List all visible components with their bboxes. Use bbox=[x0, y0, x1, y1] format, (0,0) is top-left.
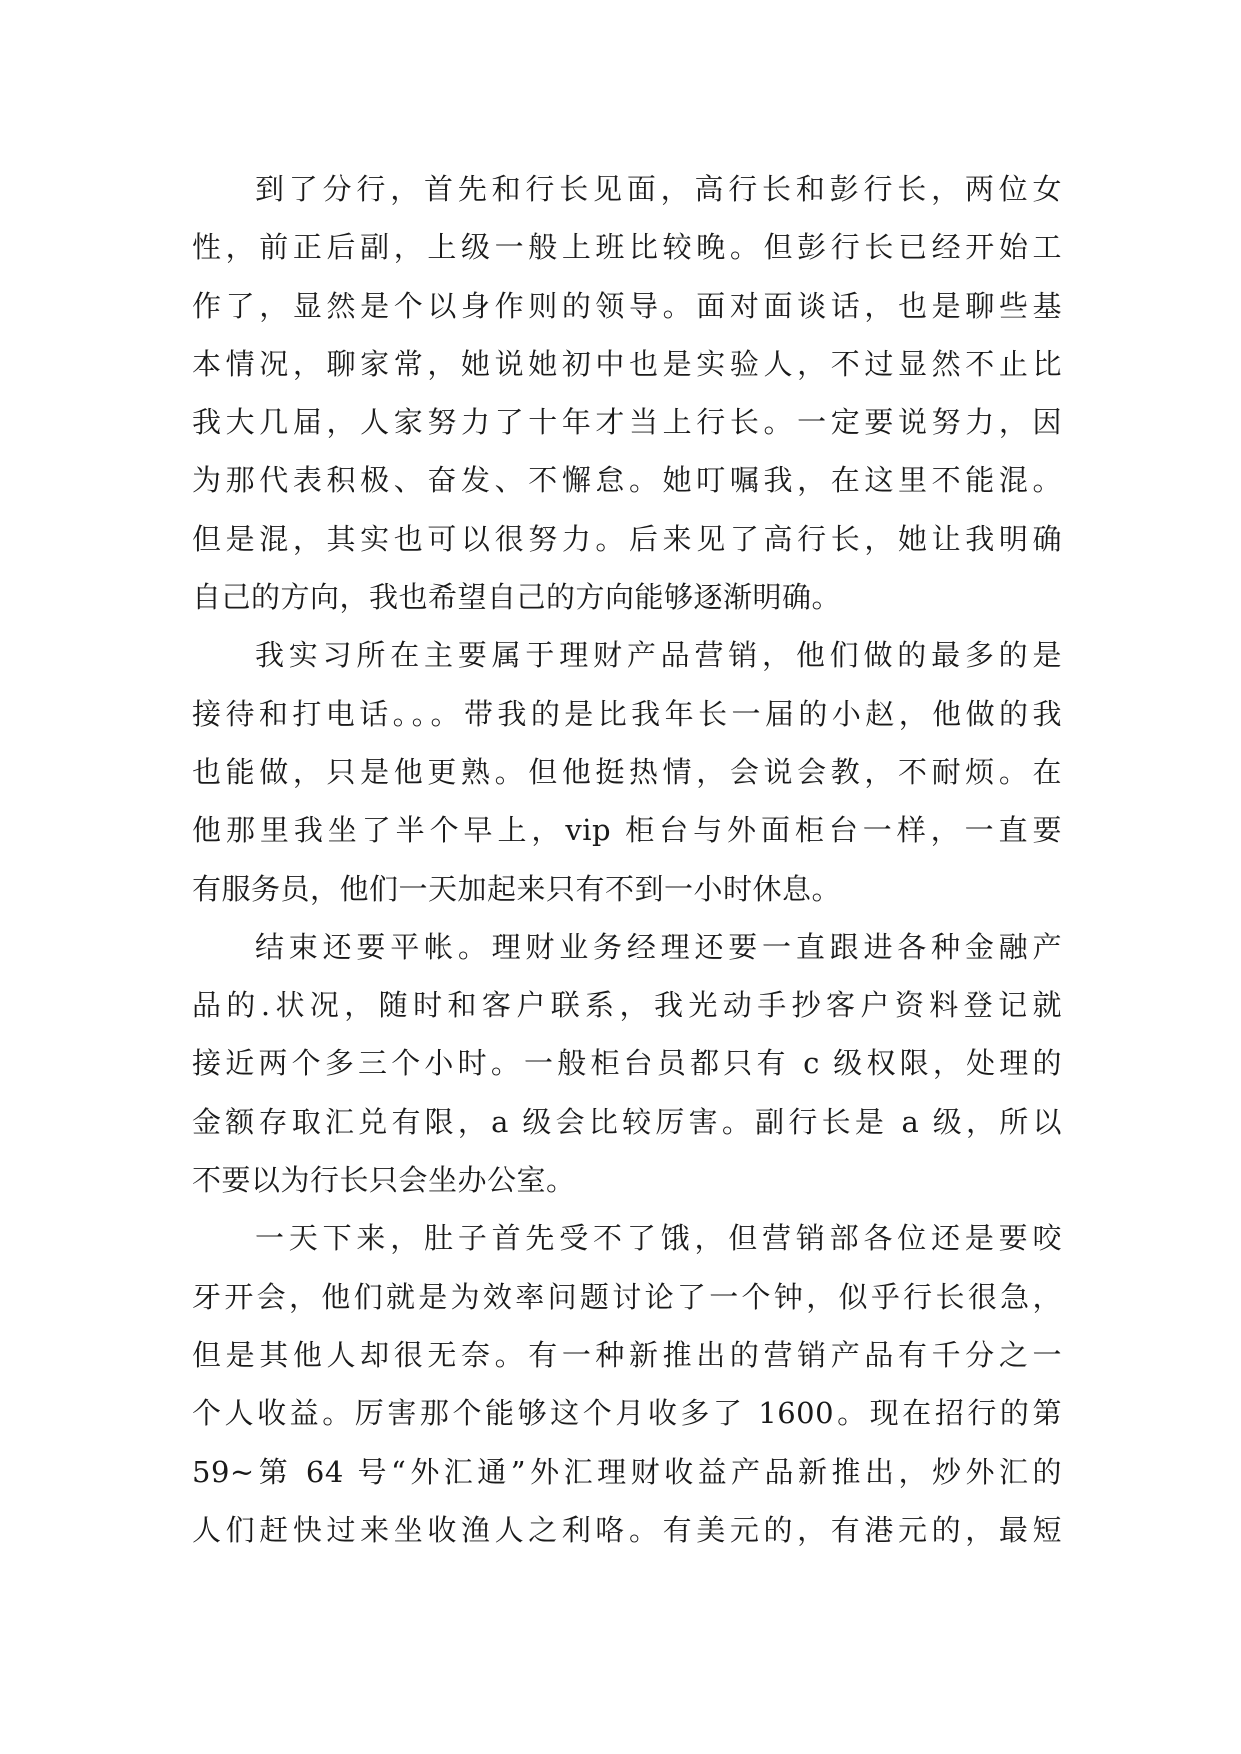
text-line: 他那里我坐了半个早上，vip 柜台与外面柜台一样，一直要 bbox=[192, 813, 1062, 848]
text-line: 接近两个多三个小时。一般柜台员都只有 c 级权限，处理的 bbox=[192, 1046, 1062, 1081]
text-line: 也能做，只是他更熟。但他挺热情，会说会教，不耐烦。在 bbox=[192, 754, 1062, 789]
text-line: 性，前正后副，上级一般上班比较晚。但彭行长已经开始工 bbox=[192, 230, 1062, 265]
text-line: 自己的方向，我也希望自己的方向能够逐渐明确。 bbox=[192, 580, 842, 615]
text-line: 我实习所在主要属于理财产品营销，他们做的最多的是 bbox=[255, 638, 1062, 673]
text-line: 牙开会，他们就是为效率问题讨论了一个钟，似乎行长很急， bbox=[192, 1279, 1062, 1314]
text-line: 接待和打电话。。。带我的是比我年长一届的小赵，他做的我 bbox=[192, 696, 1062, 731]
text-line: 为那代表积极、奋发、不懈怠。她叮嘱我，在这里不能混。 bbox=[192, 463, 1062, 498]
text-line: 结束还要平帐。理财业务经理还要一直跟进各种金融产 bbox=[255, 929, 1062, 964]
text-line: 但是其他人却很无奈。有一种新推出的营销产品有千分之一 bbox=[192, 1337, 1062, 1372]
text-line: 人们赶快过来坐收渔人之利咯。有美元的，有港元的，最短 bbox=[192, 1512, 1062, 1547]
text-line: 金额存取汇兑有限，a 级会比较厉害。副行长是 a 级，所以 bbox=[192, 1104, 1062, 1139]
text-line: 有服务员，他们一天加起来只有不到一小时休息。 bbox=[192, 871, 842, 906]
text-line: 我大几届，人家努力了十年才当上行长。一定要说努力，因 bbox=[192, 405, 1062, 440]
text-line: 但是混，其实也可以很努力。后来见了高行长，她让我明确 bbox=[192, 521, 1062, 556]
body-text bbox=[192, 160, 1062, 1559]
text-line: 个人收益。厉害那个能够这个月收多了 1600。现在招行的第 bbox=[192, 1396, 1062, 1431]
text-line: 59~第 64 号“外汇通”外汇理财收益产品新推出，炒外汇的 bbox=[192, 1454, 1062, 1489]
text-line: 到了分行，首先和行长见面，高行长和彭行长，两位女 bbox=[255, 172, 1062, 206]
text-line: 作了，显然是个以身作则的领导。面对面谈话，也是聊些基 bbox=[192, 288, 1062, 323]
text-line: 品的.状况，随时和客户联系，我光动手抄客户资料登记就 bbox=[192, 988, 1062, 1023]
text-line: 本情况，聊家常，她说她初中也是实验人，不过显然不止比 bbox=[192, 346, 1062, 381]
text-line: 不要以为行长只会坐办公室。 bbox=[192, 1163, 576, 1198]
text-line: 一天下来，肚子首先受不了饿，但营销部各位还是要咬 bbox=[255, 1221, 1062, 1256]
